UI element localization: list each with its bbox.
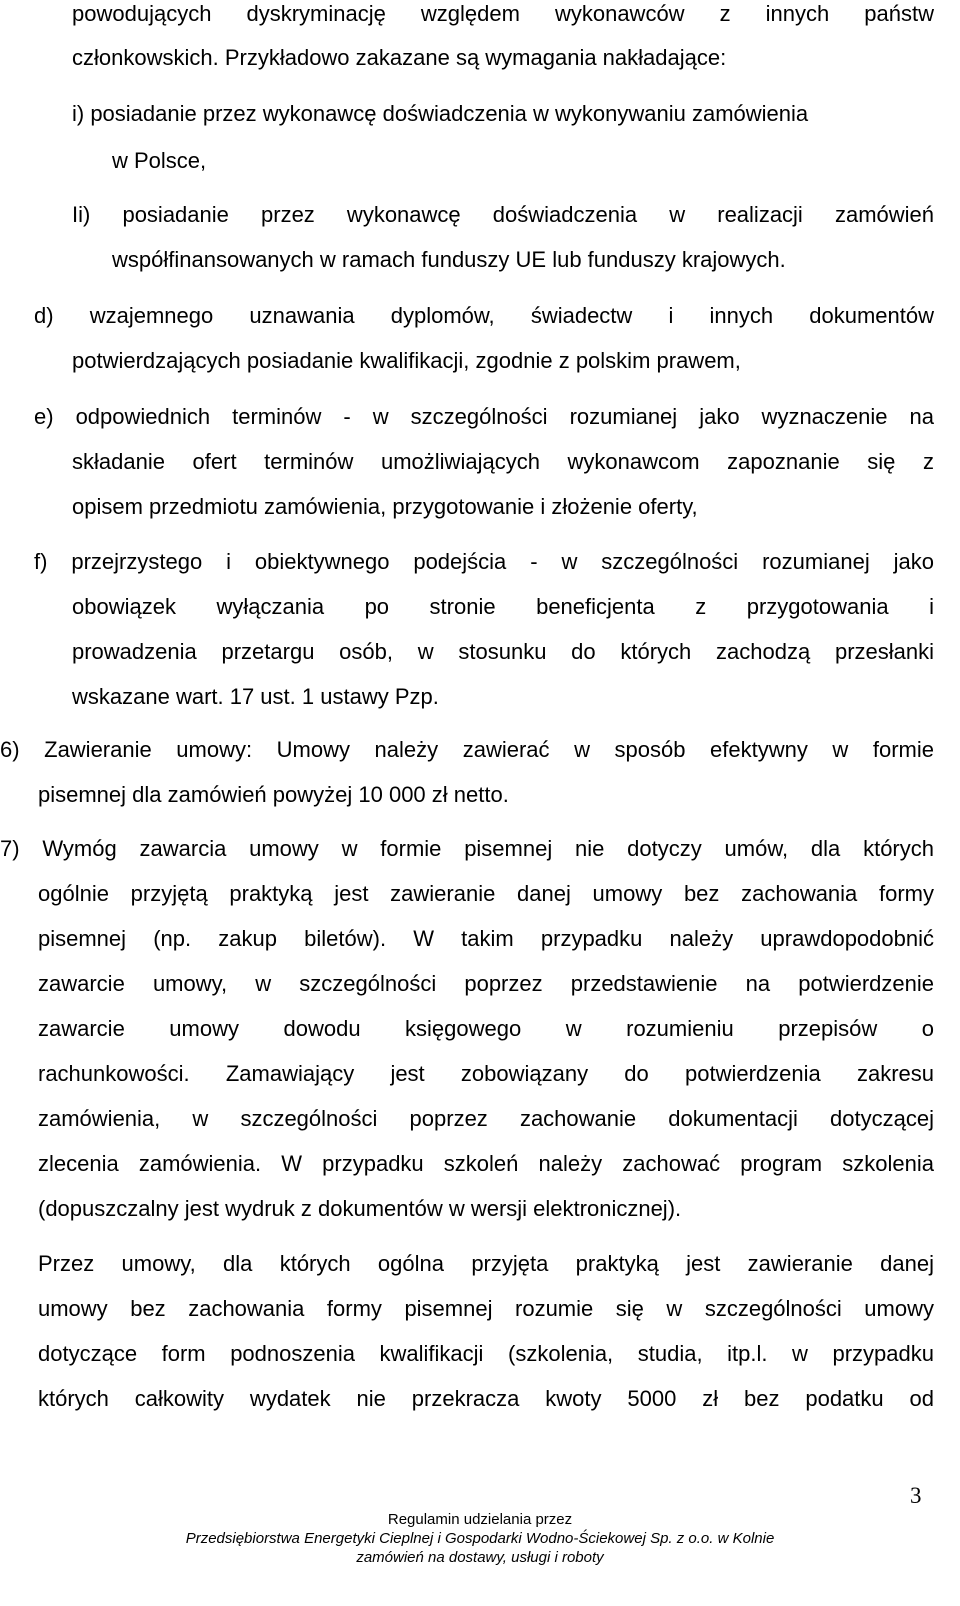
paragraph-line: dotyczące form podnoszenia kwalifikacji (szkolenia, studia, itp.l. w przypadku <box>38 1341 934 1366</box>
section-7: 7) Wymóg zawarcia umowy w formie pisemnej nie dotyczy umów, dla których <box>0 836 934 861</box>
text-line: rachunkowości. Zamawiający jest zobowiązany do potwierdzenia zakresu <box>38 1061 934 1086</box>
text-line: składanie ofert terminów umożliwiających wykonawcom zapoznanie się z <box>72 449 934 474</box>
footer-line-2: Przedsiębiorstwa Energetyki Cieplnej i Gospodarki Wodno-Ściekowej Sp. z o.o. w Kolnie <box>185 1530 775 1547</box>
footer-line-3: zamówień na dostawy, usługi i roboty <box>356 1549 604 1566</box>
text-line: współfinansowanych w ramach funduszy UE lub funduszy krajowych. <box>112 247 786 272</box>
text-line: w Polsce, <box>112 148 207 173</box>
text-line: powodujących dyskryminację względem wykonawców z innych państw <box>72 1 934 26</box>
list-item-f: f) przejrzystego i obiektywnego podejścia - w szczególności rozumianej jako <box>34 549 934 574</box>
paragraph-line: których całkowity wydatek nie przekracza kwoty 5000 zł bez podatku od <box>38 1386 934 1411</box>
text-line: prowadzenia przetargu osób, w stosunku do których zachodzą przesłanki <box>72 639 934 664</box>
text-line: członkowskich. Przykładowo zakazane są wymagania nakładające: <box>72 45 727 70</box>
text-line: pisemnej (np. zakup biletów). W takim przypadku należy uprawdopodobnić <box>38 926 934 951</box>
list-item-e: e) odpowiednich terminów - w szczególności rozumianej jako wyznaczenie na <box>34 404 934 429</box>
text-line: wskazane wart. 17 ust. 1 ustawy Pzp. <box>72 684 439 709</box>
text-line: pisemnej dla zamówień powyżej 10 000 zł netto. <box>38 782 509 807</box>
text-line: opisem przedmiotu zamówienia, przygotowanie i złożenie oferty, <box>72 494 698 519</box>
text-line: potwierdzających posiadanie kwalifikacji, zgodnie z polskim prawem, <box>72 348 741 373</box>
paragraph-line: umowy bez zachowania formy pisemnej rozumie się w szczególności umowy <box>38 1296 934 1321</box>
list-item-i: i) posiadanie przez wykonawcę doświadczenia w wykonywaniu zamówienia <box>72 101 809 126</box>
text-line: zlecenia zamówienia. W przypadku szkoleń należy zachować program szkolenia <box>38 1151 934 1176</box>
text-line: zawarcie umowy, w szczególności poprzez przedstawienie na potwierdzenie <box>38 971 934 996</box>
text-line: zamówienia, w szczególności poprzez zachowanie dokumentacji dotyczącej <box>38 1106 934 1131</box>
text-line: (dopuszczalny jest wydruk z dokumentów w wersji elektronicznej). <box>38 1196 682 1221</box>
footer-line-1: Regulamin udzielania przez <box>387 1511 573 1528</box>
text-line: ogólnie przyjętą praktyką jest zawieranie danej umowy bez zachowania formy <box>38 881 934 906</box>
section-6: 6) Zawieranie umowy: Umowy należy zawierać w sposób efektywny w formie <box>0 737 934 762</box>
text-line: obowiązek wyłączania po stronie beneficjenta z przygotowania i <box>72 594 934 619</box>
list-item-ii: Ii) posiadanie przez wykonawcę doświadczenia w realizacji zamówień <box>72 202 934 227</box>
list-item-d: d) wzajemnego uznawania dyplomów, świadectw i innych dokumentów <box>34 303 934 328</box>
text-line: zawarcie umowy dowodu księgowego w rozumieniu przepisów o <box>38 1016 934 1041</box>
paragraph-line: Przez umowy, dla których ogólna przyjęta praktyką jest zawieranie danej <box>38 1251 934 1276</box>
page-number: 3 <box>910 1483 922 1508</box>
